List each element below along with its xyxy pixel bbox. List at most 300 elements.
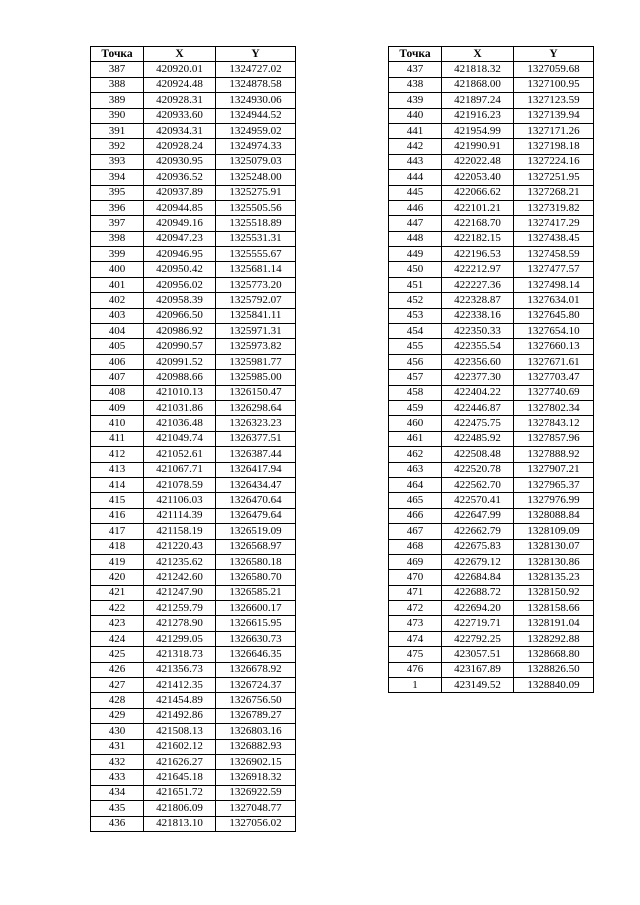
table-row — [389, 324, 594, 339]
cell-x: 423167.89 — [442, 662, 514, 677]
table-row — [91, 631, 296, 646]
cell-x: 420930.95 — [144, 154, 216, 169]
cell-point: 419 — [91, 554, 144, 569]
column-header-x: X — [442, 47, 514, 62]
cell-point: 471 — [389, 585, 442, 600]
cell-point: 427 — [91, 678, 144, 693]
cell-point: 415 — [91, 493, 144, 508]
cell-x: 420966.50 — [144, 308, 216, 323]
cell-point: 451 — [389, 277, 442, 292]
cell-point: 445 — [389, 185, 442, 200]
cell-y: 1327654.10 — [514, 324, 594, 339]
cell-x: 421412.35 — [144, 678, 216, 693]
column-header-y: Y — [514, 47, 594, 62]
cell-x: 422508.48 — [442, 447, 514, 462]
cell-y: 1325505.56 — [216, 200, 296, 215]
cell-point: 444 — [389, 170, 442, 185]
cell-point: 462 — [389, 447, 442, 462]
cell-y: 1328158.66 — [514, 601, 594, 616]
cell-y: 1326600.17 — [216, 601, 296, 616]
cell-y: 1327268.21 — [514, 185, 594, 200]
table-row — [91, 508, 296, 523]
table-row — [91, 247, 296, 262]
cell-x: 422328.87 — [442, 293, 514, 308]
cell-point: 458 — [389, 385, 442, 400]
table-row — [389, 308, 594, 323]
cell-point: 474 — [389, 631, 442, 646]
table-row — [91, 570, 296, 585]
cell-y: 1327703.47 — [514, 370, 594, 385]
cell-x: 421818.32 — [442, 62, 514, 77]
cell-x: 421356.73 — [144, 662, 216, 677]
cell-point: 441 — [389, 123, 442, 138]
cell-x: 420944.85 — [144, 200, 216, 215]
table-row — [91, 277, 296, 292]
cell-x: 420934.31 — [144, 123, 216, 138]
cell-point: 402 — [91, 293, 144, 308]
cell-x: 421242.60 — [144, 570, 216, 585]
table-row — [91, 370, 296, 385]
cell-point: 447 — [389, 216, 442, 231]
cell-y: 1324959.02 — [216, 123, 296, 138]
cell-y: 1327171.26 — [514, 123, 594, 138]
cell-x: 422662.79 — [442, 524, 514, 539]
cell-point: 412 — [91, 447, 144, 462]
cell-x: 421247.90 — [144, 585, 216, 600]
table-row — [91, 139, 296, 154]
cell-x: 420986.92 — [144, 324, 216, 339]
cell-y: 1327634.01 — [514, 293, 594, 308]
cell-x: 422212.97 — [442, 262, 514, 277]
cell-x: 421868.00 — [442, 77, 514, 92]
cell-y: 1326298.64 — [216, 400, 296, 415]
cell-x: 421318.73 — [144, 647, 216, 662]
table-row — [91, 616, 296, 631]
cell-x: 422356.60 — [442, 354, 514, 369]
cell-x: 420936.52 — [144, 170, 216, 185]
cell-point: 438 — [389, 77, 442, 92]
cell-x: 421299.05 — [144, 631, 216, 646]
cell-point: 387 — [91, 62, 144, 77]
cell-x: 422719.71 — [442, 616, 514, 631]
cell-y: 1327417.29 — [514, 216, 594, 231]
cell-point: 400 — [91, 262, 144, 277]
cell-x: 422377.30 — [442, 370, 514, 385]
table-row — [389, 231, 594, 246]
table-header-row — [389, 47, 594, 62]
cell-y: 1327059.68 — [514, 62, 594, 77]
cell-x: 421626.27 — [144, 754, 216, 769]
table-row — [389, 77, 594, 92]
cell-y: 1326902.15 — [216, 754, 296, 769]
cell-x: 420956.02 — [144, 277, 216, 292]
cell-point: 457 — [389, 370, 442, 385]
table-row — [389, 170, 594, 185]
table-row — [389, 570, 594, 585]
table-row — [91, 262, 296, 277]
cell-point: 467 — [389, 524, 442, 539]
table-row — [389, 631, 594, 646]
cell-point: 440 — [389, 108, 442, 123]
cell-x: 423057.51 — [442, 647, 514, 662]
coordinates-table-right — [388, 46, 594, 693]
cell-y: 1327857.96 — [514, 431, 594, 446]
table-row — [389, 108, 594, 123]
cell-y: 1327056.02 — [216, 816, 296, 831]
cell-point: 442 — [389, 139, 442, 154]
cell-x: 420950.42 — [144, 262, 216, 277]
table-row — [389, 385, 594, 400]
cell-y: 1326519.09 — [216, 524, 296, 539]
cell-x: 422562.70 — [442, 477, 514, 492]
table-row — [389, 277, 594, 292]
table-row — [389, 539, 594, 554]
cell-y: 1326568.97 — [216, 539, 296, 554]
cell-y: 1325985.00 — [216, 370, 296, 385]
cell-x: 422053.40 — [442, 170, 514, 185]
cell-x: 422475.75 — [442, 416, 514, 431]
cell-x: 421508.13 — [144, 724, 216, 739]
table-row — [389, 370, 594, 385]
cell-point: 399 — [91, 247, 144, 262]
cell-x: 422520.78 — [442, 462, 514, 477]
cell-x: 422679.12 — [442, 554, 514, 569]
table-row — [389, 554, 594, 569]
table-row — [389, 154, 594, 169]
cell-point: 476 — [389, 662, 442, 677]
cell-y: 1327458.59 — [514, 247, 594, 262]
coordinates-table-left — [90, 46, 296, 832]
cell-point: 446 — [389, 200, 442, 215]
cell-y: 1326922.59 — [216, 785, 296, 800]
cell-point: 389 — [91, 93, 144, 108]
cell-y: 1327965.37 — [514, 477, 594, 492]
cell-point: 392 — [91, 139, 144, 154]
table-row — [91, 339, 296, 354]
cell-y: 1327671.61 — [514, 354, 594, 369]
cell-y: 1326434.47 — [216, 477, 296, 492]
cell-point: 459 — [389, 400, 442, 415]
cell-y: 1326882.93 — [216, 739, 296, 754]
table-row — [91, 724, 296, 739]
cell-y: 1326789.27 — [216, 708, 296, 723]
cell-y: 1327498.14 — [514, 277, 594, 292]
table-row — [389, 585, 594, 600]
cell-point: 394 — [91, 170, 144, 185]
table-row — [389, 601, 594, 616]
cell-x: 421106.03 — [144, 493, 216, 508]
cell-y: 1325531.31 — [216, 231, 296, 246]
cell-y: 1324727.02 — [216, 62, 296, 77]
table-row — [91, 462, 296, 477]
cell-point: 409 — [91, 400, 144, 415]
cell-point: 390 — [91, 108, 144, 123]
cell-x: 422446.87 — [442, 400, 514, 415]
table-row — [389, 662, 594, 677]
cell-x: 420949.16 — [144, 216, 216, 231]
cell-x: 421806.09 — [144, 801, 216, 816]
table-row — [91, 108, 296, 123]
table-row — [91, 154, 296, 169]
cell-x: 421454.89 — [144, 693, 216, 708]
cell-x: 422338.16 — [442, 308, 514, 323]
table-row — [91, 739, 296, 754]
cell-point: 404 — [91, 324, 144, 339]
cell-x: 420958.39 — [144, 293, 216, 308]
table-row — [389, 200, 594, 215]
table-row — [91, 185, 296, 200]
cell-y: 1328130.86 — [514, 554, 594, 569]
cell-x: 422355.54 — [442, 339, 514, 354]
cell-point: 396 — [91, 200, 144, 215]
cell-x: 421114.39 — [144, 508, 216, 523]
table-row — [91, 431, 296, 446]
cell-point: 405 — [91, 339, 144, 354]
cell-y: 1327100.95 — [514, 77, 594, 92]
cell-y: 1325275.91 — [216, 185, 296, 200]
cell-x: 422684.84 — [442, 570, 514, 585]
table-row — [91, 293, 296, 308]
cell-point: 463 — [389, 462, 442, 477]
cell-y: 1326678.92 — [216, 662, 296, 677]
column-header-y: Y — [216, 47, 296, 62]
cell-point: 432 — [91, 754, 144, 769]
table-row — [91, 770, 296, 785]
table-row — [91, 416, 296, 431]
cell-point: 410 — [91, 416, 144, 431]
cell-x: 421278.90 — [144, 616, 216, 631]
cell-y: 1324878.58 — [216, 77, 296, 92]
cell-y: 1326323.23 — [216, 416, 296, 431]
cell-point: 411 — [91, 431, 144, 446]
cell-point: 397 — [91, 216, 144, 231]
cell-x: 422022.48 — [442, 154, 514, 169]
table-row — [91, 585, 296, 600]
cell-point: 430 — [91, 724, 144, 739]
cell-x: 422792.25 — [442, 631, 514, 646]
table-row — [389, 647, 594, 662]
table-row — [91, 308, 296, 323]
column-header-point: Точка — [389, 47, 442, 62]
table-row — [91, 801, 296, 816]
cell-y: 1327198.18 — [514, 139, 594, 154]
cell-x: 422227.36 — [442, 277, 514, 292]
table-row — [389, 262, 594, 277]
table-row — [389, 185, 594, 200]
cell-point: 472 — [389, 601, 442, 616]
cell-y: 1326646.35 — [216, 647, 296, 662]
cell-x: 420928.31 — [144, 93, 216, 108]
cell-point: 408 — [91, 385, 144, 400]
cell-x: 422570.41 — [442, 493, 514, 508]
table-row — [389, 678, 594, 693]
cell-x: 420933.60 — [144, 108, 216, 123]
cell-x: 422350.33 — [442, 324, 514, 339]
cell-point: 406 — [91, 354, 144, 369]
cell-point: 418 — [91, 539, 144, 554]
cell-y: 1328826.50 — [514, 662, 594, 677]
cell-point: 395 — [91, 185, 144, 200]
cell-y: 1328088.84 — [514, 508, 594, 523]
cell-x: 423149.52 — [442, 678, 514, 693]
cell-x: 422675.83 — [442, 539, 514, 554]
table-row — [389, 616, 594, 631]
table-row — [389, 247, 594, 262]
cell-y: 1326918.32 — [216, 770, 296, 785]
cell-point: 437 — [389, 62, 442, 77]
cell-point: 439 — [389, 93, 442, 108]
table-row — [91, 62, 296, 77]
table-row — [91, 678, 296, 693]
cell-y: 1327123.59 — [514, 93, 594, 108]
cell-y: 1326585.21 — [216, 585, 296, 600]
table-row — [389, 416, 594, 431]
cell-x: 422647.99 — [442, 508, 514, 523]
cell-y: 1326724.37 — [216, 678, 296, 693]
cell-y: 1326580.18 — [216, 554, 296, 569]
cell-x: 421052.61 — [144, 447, 216, 462]
table-row — [389, 216, 594, 231]
cell-x: 421158.19 — [144, 524, 216, 539]
cell-y: 1325681.14 — [216, 262, 296, 277]
cell-x: 420946.95 — [144, 247, 216, 262]
cell-x: 421916.23 — [442, 108, 514, 123]
cell-x: 421897.24 — [442, 93, 514, 108]
table-row — [91, 123, 296, 138]
cell-y: 1326417.94 — [216, 462, 296, 477]
cell-point: 456 — [389, 354, 442, 369]
cell-x: 420928.24 — [144, 139, 216, 154]
table-row — [91, 447, 296, 462]
table-row — [91, 539, 296, 554]
cell-y: 1325792.07 — [216, 293, 296, 308]
cell-x: 421651.72 — [144, 785, 216, 800]
cell-x: 421990.91 — [442, 139, 514, 154]
table-row — [389, 462, 594, 477]
cell-x: 421954.99 — [442, 123, 514, 138]
table-row — [91, 785, 296, 800]
cell-y: 1327907.21 — [514, 462, 594, 477]
cell-y: 1325518.89 — [216, 216, 296, 231]
cell-point: 425 — [91, 647, 144, 662]
table-row — [91, 662, 296, 677]
table-row — [389, 493, 594, 508]
cell-point: 470 — [389, 570, 442, 585]
cell-y: 1325973.82 — [216, 339, 296, 354]
cell-x: 422404.22 — [442, 385, 514, 400]
cell-x: 421259.79 — [144, 601, 216, 616]
cell-point: 431 — [91, 739, 144, 754]
cell-x: 420937.89 — [144, 185, 216, 200]
table-row — [389, 354, 594, 369]
cell-point: 475 — [389, 647, 442, 662]
cell-point: 450 — [389, 262, 442, 277]
cell-point: 473 — [389, 616, 442, 631]
cell-x: 421235.62 — [144, 554, 216, 569]
cell-point: 420 — [91, 570, 144, 585]
cell-point: 421 — [91, 585, 144, 600]
column-header-x: X — [144, 47, 216, 62]
cell-y: 1325555.67 — [216, 247, 296, 262]
cell-y: 1327843.12 — [514, 416, 594, 431]
cell-point: 455 — [389, 339, 442, 354]
cell-y: 1327802.34 — [514, 400, 594, 415]
table-row — [389, 62, 594, 77]
cell-point: 436 — [91, 816, 144, 831]
cell-point: 393 — [91, 154, 144, 169]
cell-point: 464 — [389, 477, 442, 492]
table-row — [91, 170, 296, 185]
cell-point: 461 — [389, 431, 442, 446]
table-row — [91, 385, 296, 400]
cell-y: 1324974.33 — [216, 139, 296, 154]
table-row — [91, 816, 296, 831]
cell-point: 466 — [389, 508, 442, 523]
cell-y: 1326470.64 — [216, 493, 296, 508]
table-row — [389, 477, 594, 492]
table-row — [91, 93, 296, 108]
cell-y: 1325971.31 — [216, 324, 296, 339]
cell-y: 1326387.44 — [216, 447, 296, 462]
table-row — [389, 508, 594, 523]
cell-y: 1326580.70 — [216, 570, 296, 585]
cell-x: 421492.86 — [144, 708, 216, 723]
cell-x: 421036.48 — [144, 416, 216, 431]
cell-x: 422694.20 — [442, 601, 514, 616]
cell-point: 449 — [389, 247, 442, 262]
cell-point: 460 — [389, 416, 442, 431]
cell-x: 421031.86 — [144, 400, 216, 415]
cell-y: 1328191.04 — [514, 616, 594, 631]
table-row — [389, 400, 594, 415]
cell-y: 1328840.09 — [514, 678, 594, 693]
table-row — [91, 200, 296, 215]
table-row — [91, 554, 296, 569]
cell-point: 391 — [91, 123, 144, 138]
table-row — [389, 123, 594, 138]
cell-y: 1328150.92 — [514, 585, 594, 600]
cell-y: 1325981.77 — [216, 354, 296, 369]
cell-point: 453 — [389, 308, 442, 323]
cell-y: 1326479.64 — [216, 508, 296, 523]
cell-y: 1328135.23 — [514, 570, 594, 585]
cell-y: 1327976.99 — [514, 493, 594, 508]
table-row — [91, 524, 296, 539]
cell-point: 426 — [91, 662, 144, 677]
cell-y: 1327139.94 — [514, 108, 594, 123]
cell-point: 1 — [389, 678, 442, 693]
cell-y: 1328668.80 — [514, 647, 594, 662]
cell-y: 1327438.45 — [514, 231, 594, 246]
cell-point: 428 — [91, 693, 144, 708]
cell-point: 448 — [389, 231, 442, 246]
column-header-point: Точка — [91, 47, 144, 62]
table-row — [91, 647, 296, 662]
cell-x: 421602.12 — [144, 739, 216, 754]
table-row — [91, 354, 296, 369]
cell-point: 398 — [91, 231, 144, 246]
cell-point: 422 — [91, 601, 144, 616]
table-row — [91, 324, 296, 339]
cell-point: 429 — [91, 708, 144, 723]
cell-x: 420947.23 — [144, 231, 216, 246]
table-row — [389, 431, 594, 446]
cell-x: 421645.18 — [144, 770, 216, 785]
cell-point: 416 — [91, 508, 144, 523]
cell-y: 1328292.88 — [514, 631, 594, 646]
cell-y: 1328109.09 — [514, 524, 594, 539]
cell-x: 421220.43 — [144, 539, 216, 554]
